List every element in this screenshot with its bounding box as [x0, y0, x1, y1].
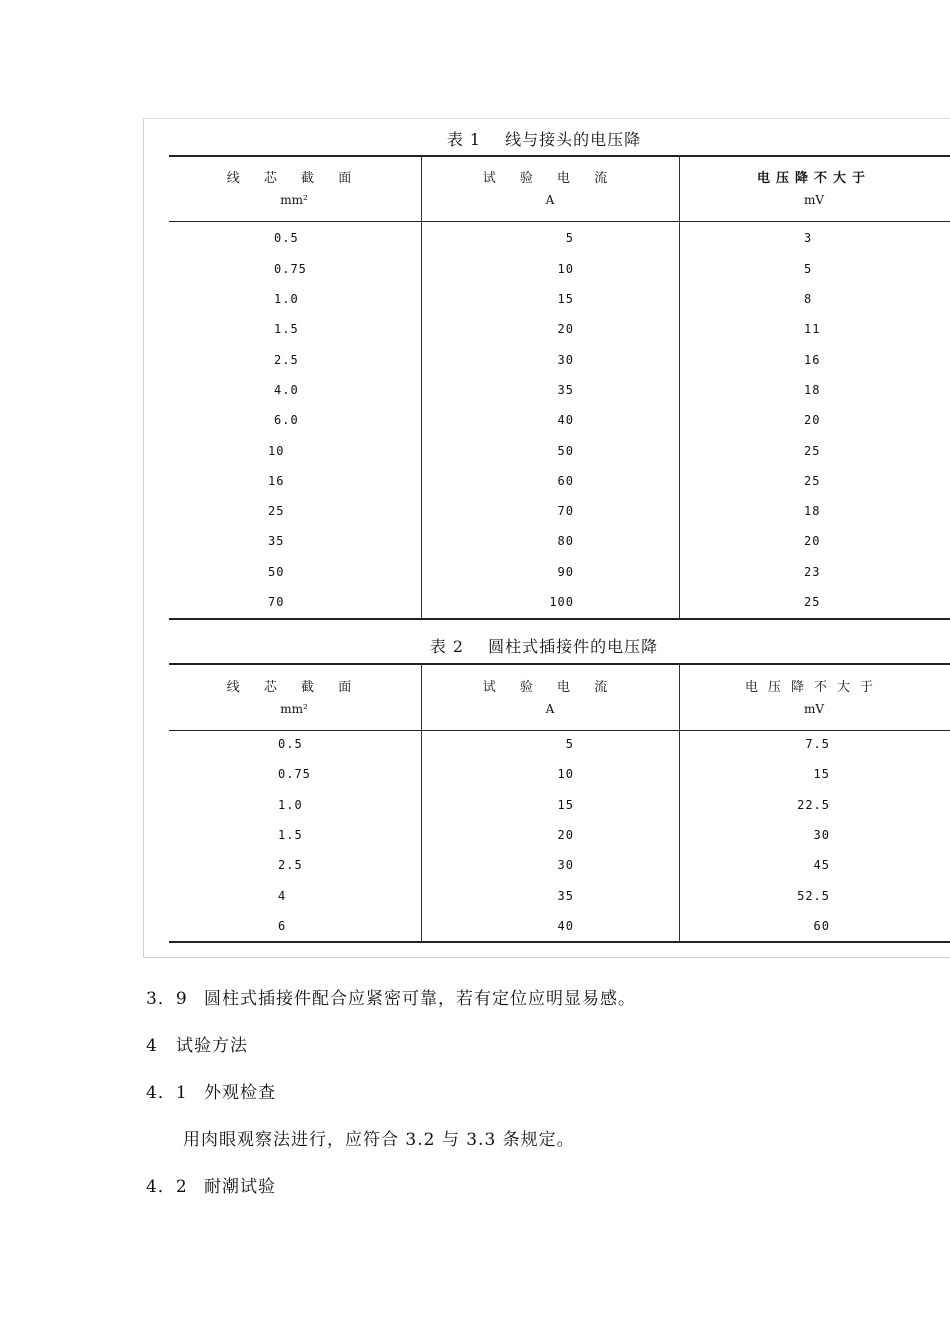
table1-bottom-rule	[169, 618, 950, 620]
clause-text: 圆柱式插接件配合应紧密可靠，若有定位应明显易感。	[204, 989, 636, 1009]
table2-bottom-rule	[169, 941, 950, 943]
table1-cell-section: 10	[268, 444, 285, 458]
table1-cell-section: 0.5	[274, 231, 299, 245]
table1-cell-current: 15	[557, 292, 574, 306]
table1-cell-current: 10	[557, 262, 574, 276]
table1-cell-section: 2.5	[274, 353, 299, 367]
clause-4-2	[146, 1172, 276, 1197]
table2-cell-current: 40	[557, 919, 574, 933]
table1-col-divider-1	[421, 156, 422, 618]
table1-cell-section: 1.0	[274, 292, 299, 306]
table1-cell-voltage: 8	[804, 292, 813, 306]
table1-cell-voltage: 23	[804, 565, 821, 579]
table1-caption	[144, 127, 944, 150]
clause-3-9	[146, 984, 636, 1009]
table1-cell-voltage: 16	[804, 353, 821, 367]
clause-4-1-body	[183, 1125, 575, 1150]
table1-cell-voltage: 18	[804, 504, 821, 518]
table2-top-rule	[169, 663, 950, 665]
table1-cell-section: 35	[268, 534, 285, 548]
table1-unit-voltage-drop: mV	[803, 193, 825, 207]
table1-cell-current: 80	[557, 534, 574, 548]
table1-cell-current: 40	[557, 413, 574, 427]
table2-caption	[144, 634, 944, 657]
section-number: 4	[146, 1036, 158, 1056]
table1-unit-section: mm²	[280, 193, 308, 207]
clause-title: 外观检查	[204, 1083, 276, 1103]
table2-cell-section: 2.5	[278, 858, 303, 872]
table2-title: 圆柱式插接件的电压降	[488, 637, 659, 656]
table1-title: 线与接头的电压降	[505, 130, 642, 149]
table1-cell-current: 60	[557, 474, 574, 488]
table2-cell-section: 4	[278, 889, 287, 903]
table1-cell-voltage: 18	[804, 383, 821, 397]
section-title: 试验方法	[176, 1036, 248, 1056]
clause-number: 4．1	[146, 1083, 188, 1103]
table1-cell-voltage: 5	[804, 262, 813, 276]
table2-header-section: 线 芯 截 面	[226, 680, 362, 695]
table1-cell-current: 90	[557, 565, 574, 579]
table2-cell-voltage: 22.5	[797, 798, 830, 812]
table1-cell-voltage: 20	[804, 413, 821, 427]
table1-cell-current: 35	[557, 383, 574, 397]
table2-cell-section: 0.75	[278, 767, 311, 781]
table2-cell-voltage: 30	[813, 828, 830, 842]
table1-cell-voltage: 25	[804, 444, 821, 458]
table1-cell-section: 50	[268, 565, 285, 579]
table1-cell-section: 0.75	[274, 262, 307, 276]
table2-cell-current: 35	[557, 889, 574, 903]
scanned-tables-region	[143, 118, 950, 958]
table1-cell-section: 6.0	[274, 413, 299, 427]
section-4-heading	[146, 1031, 248, 1056]
table1-cell-voltage: 20	[804, 534, 821, 548]
table2-cell-current: 10	[557, 767, 574, 781]
table2-unit-section: mm²	[280, 702, 308, 716]
table2-cell-section: 0.5	[278, 737, 303, 751]
table1-cell-voltage: 25	[804, 474, 821, 488]
table1-unit-current: A	[545, 193, 555, 207]
table2-cell-section: 1.0	[278, 798, 303, 812]
table1-cell-voltage: 3	[804, 231, 813, 245]
table1-number: 表 1	[446, 130, 482, 149]
clause-number: 3．9	[146, 989, 188, 1009]
table1-header-voltage-drop: 电压降不大于	[756, 171, 871, 186]
clause-text: 用肉眼观察法进行，应符合 3.2 与 3.3 条规定。	[183, 1130, 575, 1150]
table1-cell-current: 5	[565, 231, 574, 245]
table2-cell-voltage: 45	[813, 858, 830, 872]
clause-number: 4．2	[146, 1177, 188, 1197]
table2-cell-current: 5	[565, 737, 574, 751]
table2-unit-current: A	[545, 702, 555, 716]
clause-title: 耐潮试验	[204, 1177, 276, 1197]
table1-cell-section: 4.0	[274, 383, 299, 397]
table2-cell-voltage: 52.5	[797, 889, 830, 903]
table2-cell-section: 1.5	[278, 828, 303, 842]
table2-cell-voltage: 15	[813, 767, 830, 781]
table2-col-divider-1	[421, 664, 422, 942]
table1-header-rule	[169, 221, 950, 222]
table2-header-current: 试 验 电 流	[482, 680, 618, 695]
table1-cell-current: 70	[557, 504, 574, 518]
table1-cell-voltage: 25	[804, 595, 821, 609]
table2-header-voltage-drop: 电压降不大于	[744, 680, 883, 695]
table2-unit-voltage-drop: mV	[803, 702, 825, 716]
table1-cell-section: 70	[268, 595, 285, 609]
table1-cell-current: 50	[557, 444, 574, 458]
table2-cell-current: 15	[557, 798, 574, 812]
table1-cell-section: 16	[268, 474, 285, 488]
table2-cell-voltage: 60	[813, 919, 830, 933]
table2-cell-current: 20	[557, 828, 574, 842]
table1-cell-section: 25	[268, 504, 285, 518]
table1-header-current: 试 验 电 流	[482, 171, 618, 186]
table1-cell-section: 1.5	[274, 322, 299, 336]
table1-cell-voltage: 11	[804, 322, 821, 336]
table1-cell-current: 20	[557, 322, 574, 336]
table2-cell-section: 6	[278, 919, 287, 933]
table2-cell-voltage: 7.5	[805, 737, 830, 751]
clause-4-1	[146, 1078, 276, 1103]
table1-cell-current: 100	[549, 595, 574, 609]
table2-number: 表 2	[429, 637, 465, 656]
table2-col-divider-2	[679, 664, 680, 942]
table1-col-divider-2	[679, 156, 680, 618]
table1-cell-current: 30	[557, 353, 574, 367]
table2-cell-current: 30	[557, 858, 574, 872]
table1-top-rule	[169, 155, 950, 157]
table2-header-rule	[169, 730, 950, 731]
table1-header-section: 线 芯 截 面	[226, 171, 362, 186]
